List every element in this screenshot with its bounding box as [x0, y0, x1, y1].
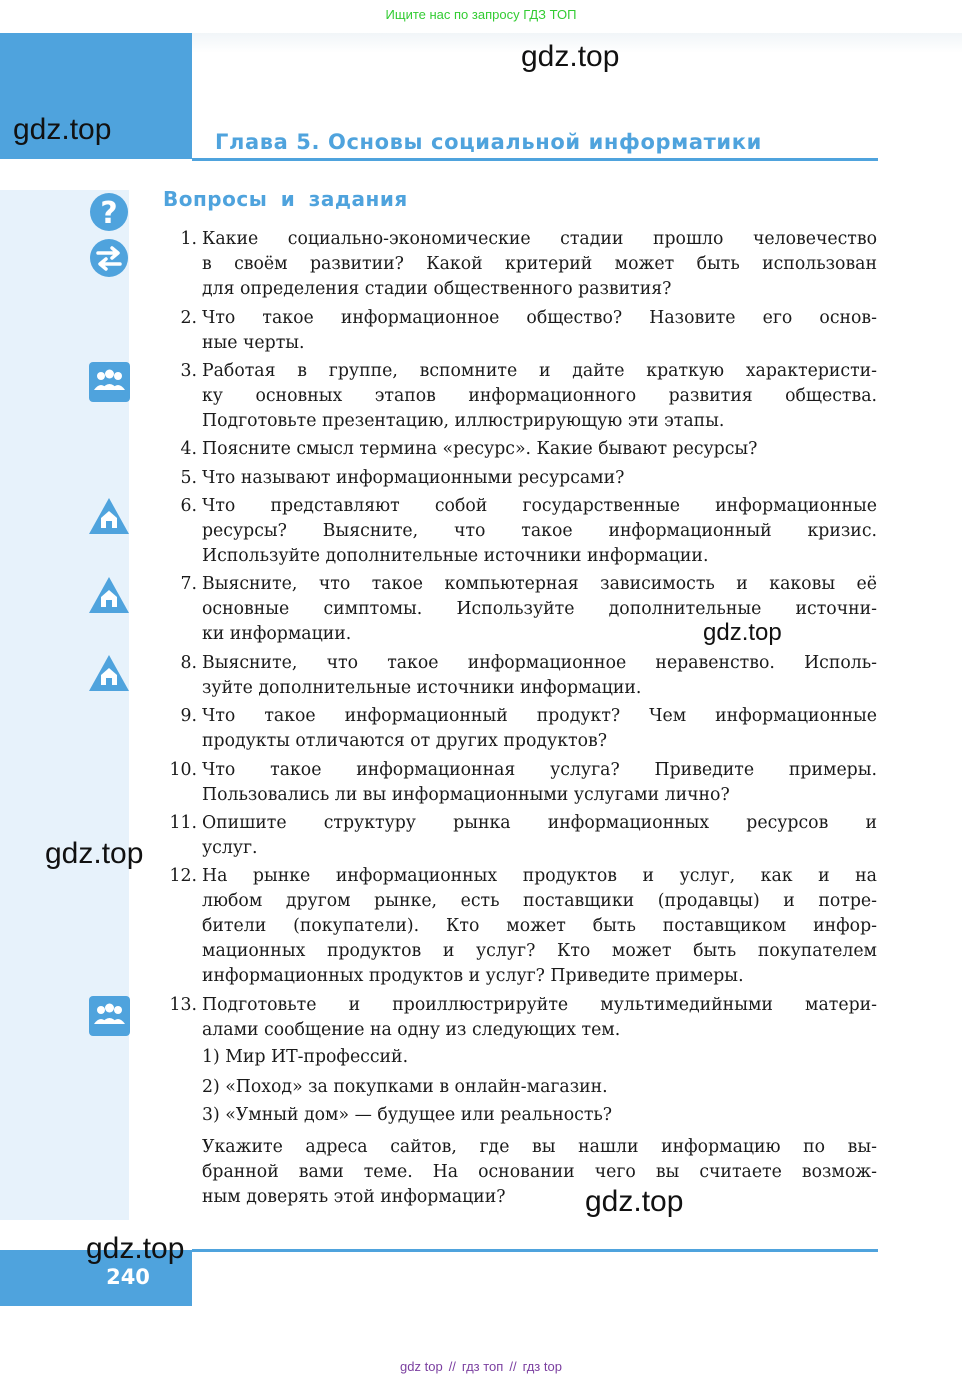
- question-number: 8.: [180, 653, 197, 673]
- question-line: Что представляют собой государственные информационные: [202, 496, 877, 516]
- question-number: 1.: [180, 229, 197, 249]
- question-line: Поясните смысл термина «ресурс». Какие бывают ресурсы?: [202, 439, 758, 459]
- question-item: [163, 704, 877, 754]
- question-item: [163, 758, 877, 808]
- svg-text:?: ?: [100, 196, 118, 231]
- question-line: продукты отличаются от других продуктов?: [202, 731, 607, 751]
- watermark: gdz.top: [13, 113, 112, 146]
- question-line: для определения стадии общественного развития?: [202, 279, 672, 299]
- question-number: 9.: [180, 706, 197, 726]
- question-line: Что такое информационный продукт? Чем информационные: [202, 706, 877, 726]
- question-number: 13.: [169, 995, 197, 1015]
- footer-link[interactable]: гдз топ: [461, 1359, 504, 1374]
- question-line: Подготовьте и проиллюстрируйте мультимедийными матери-: [202, 995, 877, 1015]
- question-line: основные симптомы. Используйте дополнительные источни-: [202, 599, 877, 619]
- question-number: 12.: [169, 866, 197, 886]
- topic-item: 2) «Поход» за покупками в онлайн-магазин.: [202, 1077, 608, 1097]
- group-work-icon: [89, 362, 130, 402]
- top-banner[interactable]: Ищите нас по запросу ГДЗ ТОП: [385, 7, 577, 22]
- question-line: ку основных этапов информационного развития общества.: [202, 386, 877, 406]
- closing-line: ным доверять этой информации?: [202, 1187, 506, 1207]
- watermark: gdz.top: [86, 1232, 185, 1265]
- page-number: 240: [106, 1265, 150, 1289]
- question-line: любом другом рынке, есть поставщики (продавцы) и потре-: [202, 891, 877, 911]
- question-line: Опишите структуру рынка информационных ресурсов и: [202, 813, 877, 833]
- topic-item: 1) Мир ИТ-профессий.: [202, 1047, 409, 1067]
- home-task-icon: [88, 497, 130, 535]
- question-item: [163, 651, 877, 701]
- question-line: в своём развитии? Какой критерий может быть использован: [202, 254, 877, 274]
- watermark: gdz.top: [45, 837, 144, 870]
- watermark: gdz.top: [703, 619, 782, 646]
- question-item: [163, 993, 877, 1043]
- question-line: алами сообщение на одну из следующих тем.: [202, 1020, 621, 1040]
- group-work-icon: [89, 996, 130, 1036]
- question-line: Подготовьте презентацию, иллюстрирующую эти этапы.: [202, 411, 725, 431]
- question-line: бители (покупатели). Кто может быть поставщиком инфор-: [202, 916, 877, 936]
- question-item: [163, 466, 877, 491]
- question-item: [163, 437, 877, 462]
- question-line: ные черты.: [202, 333, 305, 353]
- question-number: 5.: [180, 468, 197, 488]
- topic-item: 3) «Умный дом» — будущее или реальность?: [202, 1105, 613, 1125]
- question-line: Какие социально-экономические стадии прошло человечество: [202, 229, 877, 249]
- question-item: [163, 306, 877, 356]
- question-line: ресурсы? Выясните, что такое информационный кризис.: [202, 521, 877, 541]
- margin-strip: [0, 190, 129, 1220]
- question-number: 6.: [180, 496, 197, 516]
- question-line: Выясните, что такое информационное неравенство. Исполь-: [202, 653, 877, 673]
- question-item: [163, 811, 877, 861]
- question-line: ки информации.: [202, 624, 352, 644]
- question-number: 11.: [169, 813, 197, 833]
- question-item: [163, 494, 877, 569]
- question-line: зуйте дополнительные источники информации.: [202, 678, 642, 698]
- footer-separator: //: [509, 1359, 517, 1374]
- watermark: gdz.top: [521, 40, 620, 73]
- closing-line: Укажите адреса сайтов, где вы нашли информацию по вы-: [202, 1137, 877, 1157]
- home-task-icon: [88, 576, 130, 614]
- footer-link[interactable]: gdz top: [400, 1359, 443, 1374]
- question-number: 2.: [180, 308, 197, 328]
- question-line: Что такое информационная услуга? Приведите примеры.: [202, 760, 877, 780]
- footer-rule: [192, 1249, 878, 1252]
- question-number: 3.: [180, 361, 197, 381]
- question-line: Что называют информационными ресурсами?: [202, 468, 625, 488]
- watermark: gdz.top: [585, 1185, 684, 1218]
- question-item: [163, 359, 877, 434]
- section-title: Вопросы и задания: [163, 187, 408, 211]
- footer-links: [0, 1359, 962, 1374]
- exchange-arrows-icon: [89, 238, 129, 278]
- question-line: Выясните, что такое компьютерная зависимость и каковы её: [202, 574, 877, 594]
- question-number: 7.: [180, 574, 197, 594]
- question-line: Пользовались ли вы информационными услугами лично?: [202, 785, 730, 805]
- closing-line: бранной вами теме. На основании чего вы считаете возмож-: [202, 1162, 877, 1182]
- question-icon: [89, 192, 129, 232]
- closing-paragraph: [163, 1135, 877, 1210]
- question-line: услуг.: [202, 838, 258, 858]
- question-line: Используйте дополнительные источники информации.: [202, 546, 709, 566]
- home-task-icon: [88, 654, 130, 692]
- question-number: 10.: [169, 760, 197, 780]
- question-line: На рынке информационных продуктов и услуг, как и на: [202, 866, 877, 886]
- chapter-title: Глава 5. Основы социальной информатики: [215, 130, 762, 154]
- question-item: [163, 864, 877, 989]
- footer-link[interactable]: гдз top: [522, 1359, 562, 1374]
- question-line: информационных продуктов и услуг? Приведите примеры.: [202, 966, 744, 986]
- question-number: 4.: [180, 439, 197, 459]
- question-line: Работая в группе, вспомните и дайте краткую характеристи-: [202, 361, 877, 381]
- question-line: мационных продуктов и услуг? Кто может быть покупателем: [202, 941, 877, 961]
- question-item: [163, 227, 877, 302]
- footer-separator: //: [448, 1359, 456, 1374]
- header-rule: [192, 158, 878, 161]
- question-line: Что такое информационное общество? Назовите его основ-: [202, 308, 877, 328]
